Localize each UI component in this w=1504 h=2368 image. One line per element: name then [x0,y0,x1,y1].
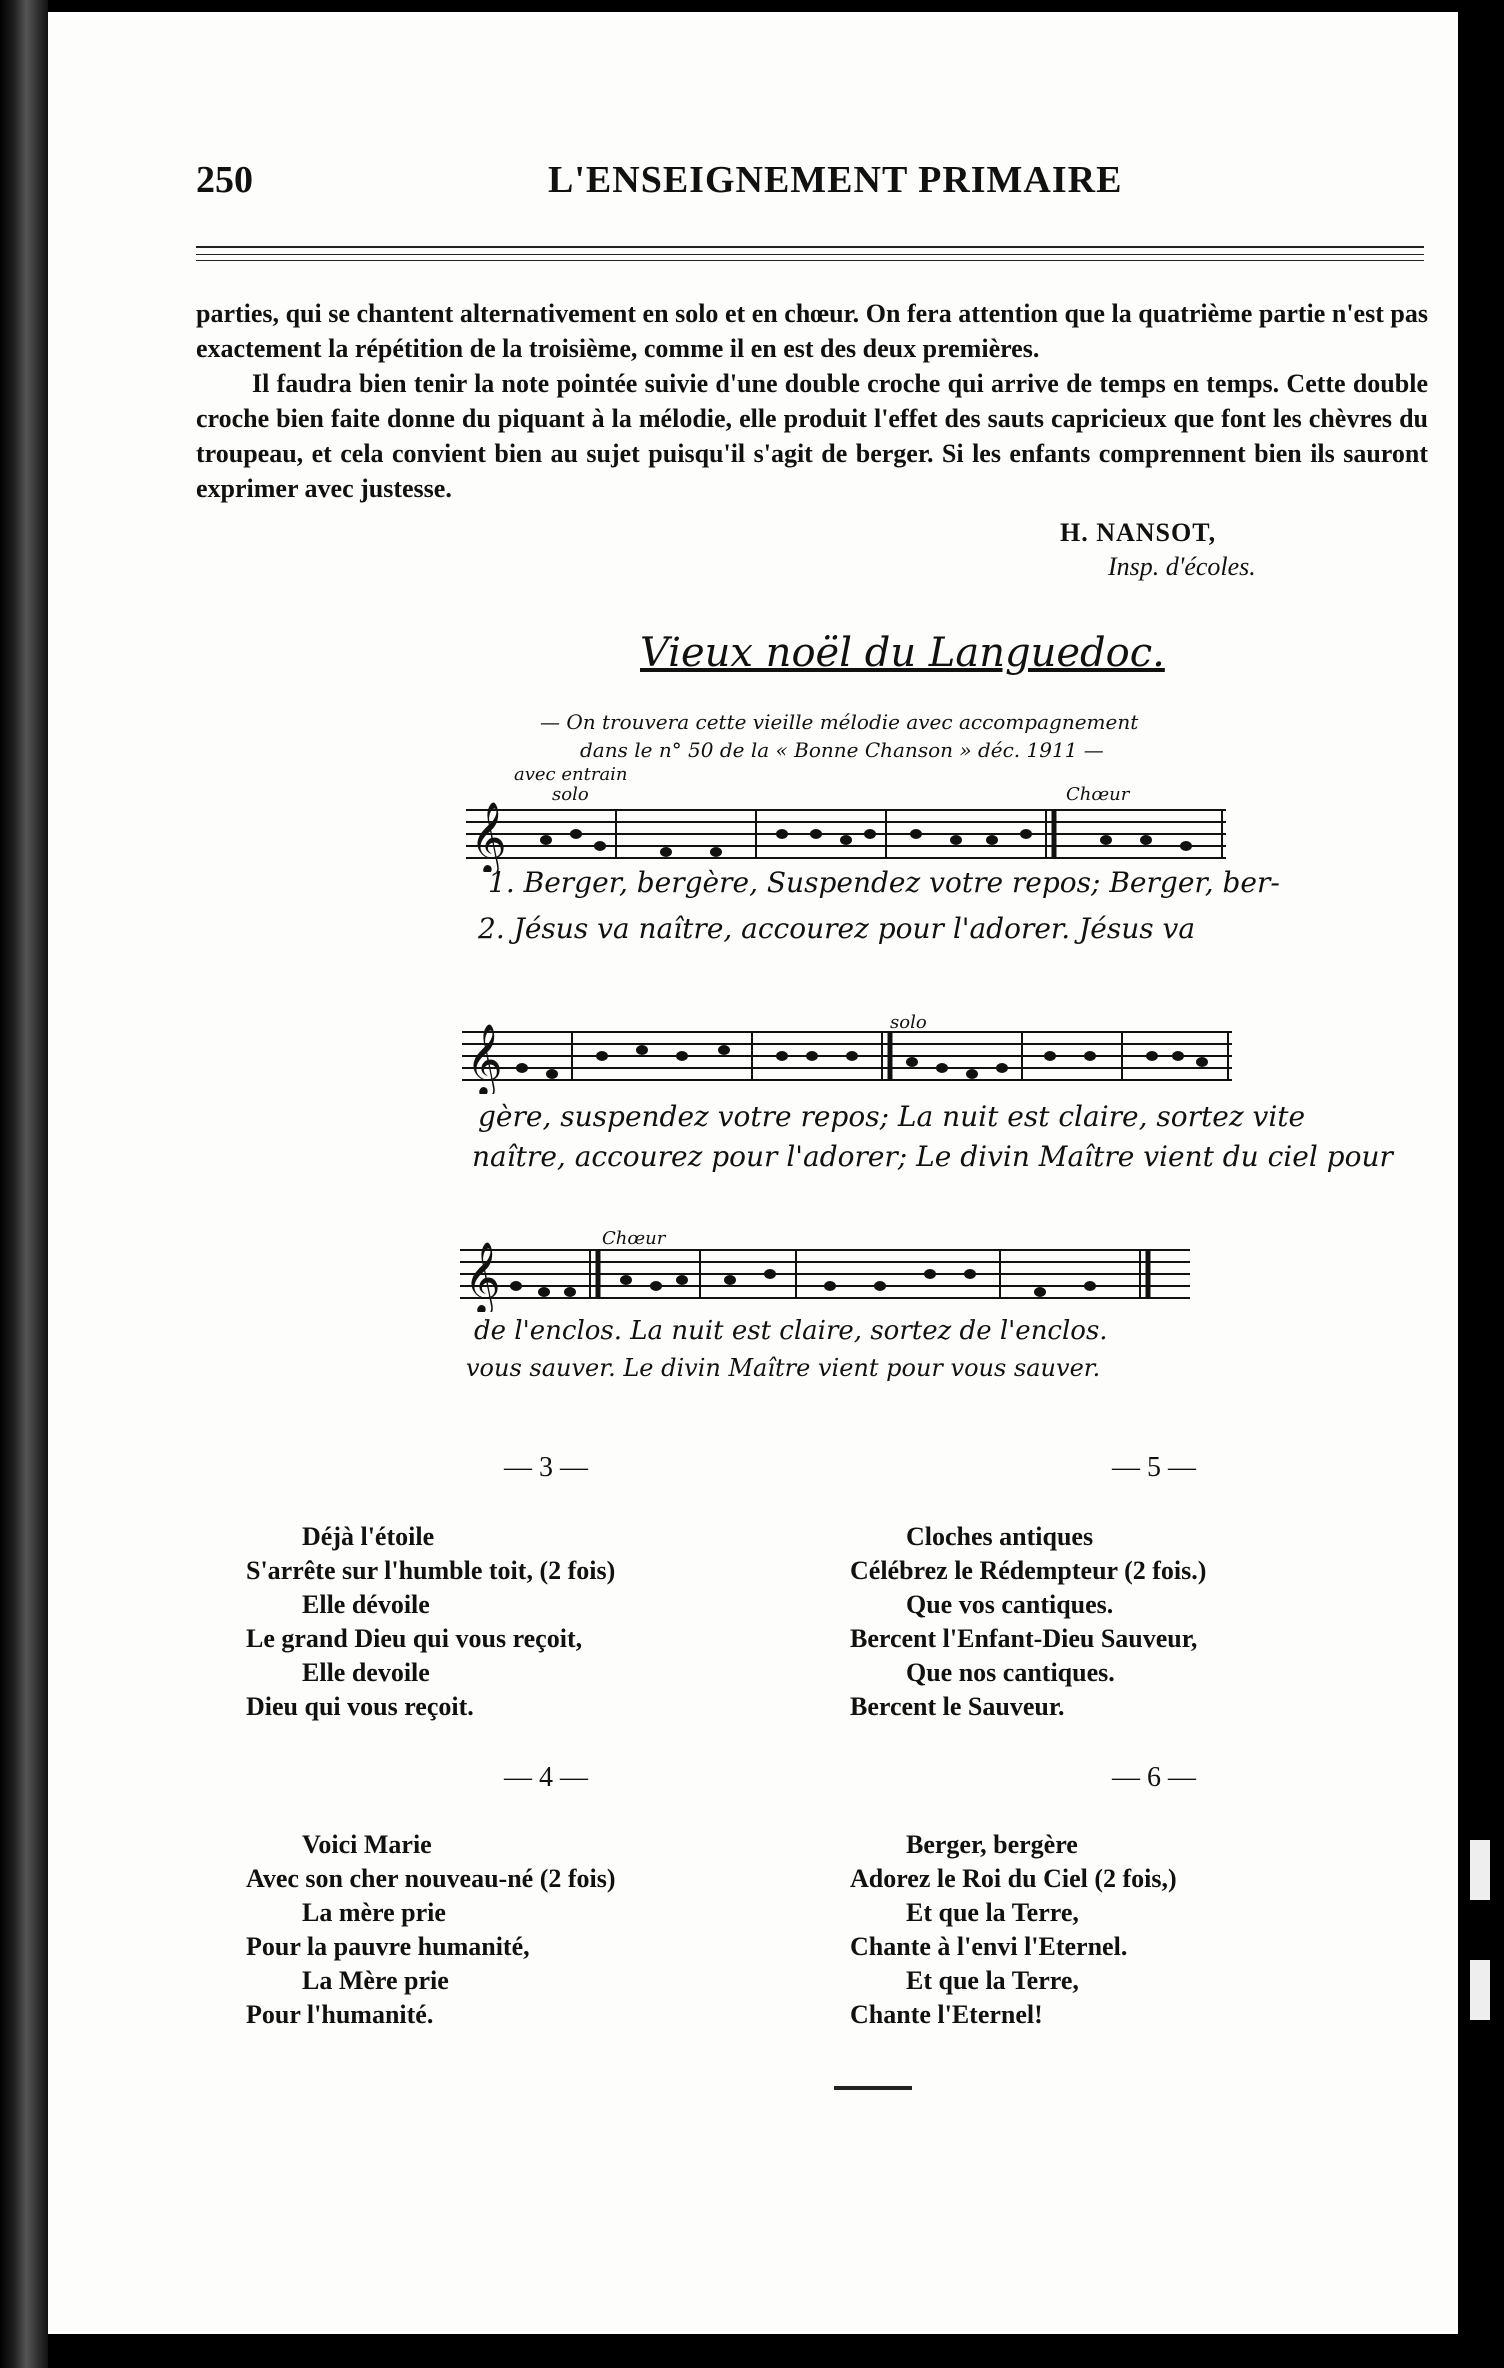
score-note [540,708,1240,764]
solo-mark: solo [890,1012,927,1033]
stanza-number: — 4 — [504,1762,588,1793]
right-scan-edge [1458,0,1504,2368]
verse-line: La Mère prie [302,1966,449,1995]
verse-line: Cloches antiques [906,1522,1094,1551]
verse-line: Et que la Terre, [906,1898,1079,1927]
header-rule [196,260,1424,261]
stanza-number: — 3 — [504,1452,588,1483]
choeur-mark: Chœur [1066,784,1130,805]
score-note-line: dans le n° 50 de la « Bonne Chanson » déc. 1911 — [580,738,1104,762]
paragraph: Il faudra bien tenir la note pointée suivie d'une double croche qui arrive de temps en temps. Cette double croche bien faite donne du piquant à la mélodie, elle produit l'effet des sauts capricieux que font les chèvres du troupeau, et cela convient bien au sujet puisqu'il s'agit de berger. Si les enfants comprennent bien ils sauront exprimer avec justesse. [196,369,1428,503]
verse-line: Pour l'humanité. [246,2000,434,2029]
adjacent-page-fragment [1470,1960,1490,2020]
stanza-number: — 5 — [1112,1452,1196,1483]
svg-text:𝄞: 𝄞 [464,1240,501,1312]
verse-line: Adorez le Roi du Ciel (2 fois,) [850,1864,1177,1893]
lyric-line: de l'enclos. La nuit est claire, sortez de l'enclos. [474,1316,1108,1346]
header-rule [196,246,1424,248]
verse-line: Que vos cantiques. [906,1590,1114,1619]
lyric-line: 2. Jésus va naître, accourez pour l'adorer. Jésus va [478,912,1196,945]
verse-line: Et que la Terre, [906,1966,1079,1995]
stanza-5 [850,1520,1206,1724]
solo-mark: solo [552,784,589,805]
lyric-line: vous sauver. Le divin Maître vient pour vous sauver. [466,1354,1101,1382]
choeur-mark: Chœur [602,1228,666,1249]
adjacent-page-fragment [1470,1840,1490,1900]
stanza-6 [850,1828,1177,2032]
verse-line: Le grand Dieu qui vous reçoit, [246,1624,583,1653]
tempo-mark: avec entrain [514,764,628,785]
paragraph: parties, qui se chantent alternativement en solo et en chœur. On fera attention que la quatrième partie n'est pas exactement la répétition de la troisième, comme il en est des deux premières. [196,299,1428,363]
author-role: Insp. d'écoles. [1108,552,1256,581]
lyric-line: gère, suspendez votre repos; La nuit est claire, sortez vite [478,1100,1306,1133]
music-staff [460,1240,1190,1312]
verse-line: Pour la pauvre humanité, [246,1932,530,1961]
stanza-4 [246,1828,616,2032]
lyric-line: 1. Berger, bergère, Suspendez votre repos; Berger, ber- [488,866,1280,899]
verse-line: La mère prie [302,1898,446,1927]
author-name: H. NANSOT, [1060,518,1217,547]
verse-line: Voici Marie [302,1830,432,1859]
stanza-3 [246,1520,615,1724]
stanza-number: — 6 — [1112,1762,1196,1793]
page-gutter-shadow [0,0,48,2368]
page-number: 250 [196,159,253,201]
score-note-line: — On trouvera cette vieille mélodie avec accompagnement [540,710,1139,734]
verse-line: Elle devoile [302,1658,430,1687]
verse-line: Déjà l'étoile [302,1522,435,1551]
lyric-line: naître, accourez pour l'adorer; Le divin Maître vient du ciel pour [472,1140,1393,1173]
article-text [196,296,1428,506]
end-rule [834,2086,912,2090]
score-title: Vieux noël du Languedoc. [640,630,1165,676]
verse-line: Bercent l'Enfant-Dieu Sauveur, [850,1624,1198,1653]
staff-lines [466,800,1226,872]
verse-line: Bercent le Sauveur. [850,1692,1065,1721]
verse-line: Elle dévoile [302,1590,430,1619]
verse-line: Que nos cantiques. [906,1658,1115,1687]
verse-line: Dieu qui vous reçoit. [246,1692,474,1721]
staff-lines [462,1022,1232,1094]
svg-text:𝄞: 𝄞 [470,800,507,872]
verse-line: S'arrête sur l'humble toit, (2 fois) [246,1556,616,1585]
header-rule [196,254,1424,255]
music-staff [462,1022,1232,1094]
verse-line: Berger, bergère [906,1830,1078,1859]
verse-line: Chante à l'envi l'Eternel. [850,1932,1128,1961]
music-staff [466,800,1226,872]
verse-line: Célébrez le Rédempteur (2 fois.) [850,1556,1207,1585]
journal-title: L'ENSEIGNEMENT PRIMAIRE [548,159,1123,201]
verse-line: Avec son cher nouveau-né (2 fois) [246,1864,616,1893]
signature [1060,516,1256,584]
verse-line: Chante l'Eternel! [850,2000,1043,2029]
staff-lines [460,1240,1190,1312]
svg-text:𝄞: 𝄞 [466,1022,503,1094]
